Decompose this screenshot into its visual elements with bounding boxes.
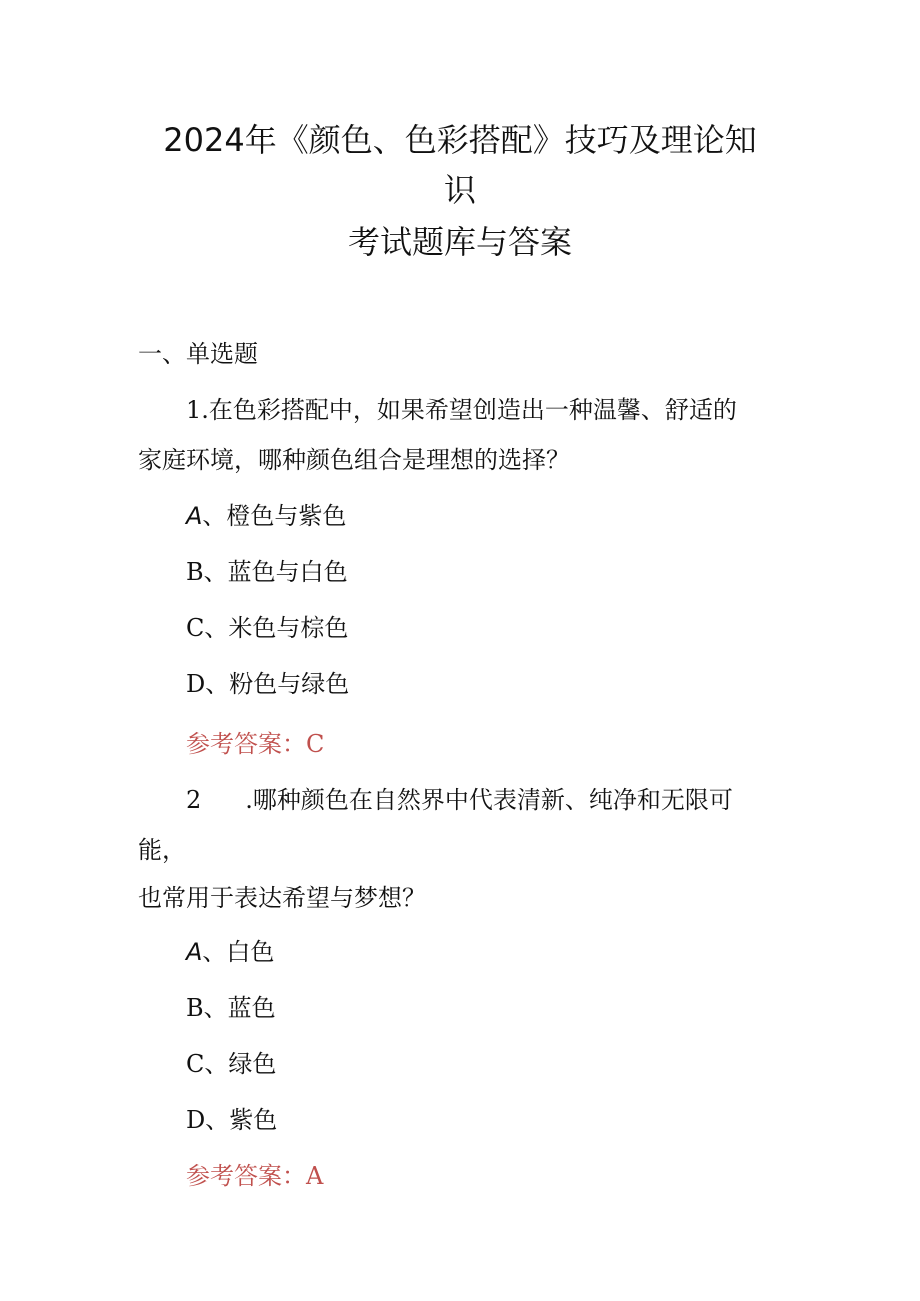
document-title-line-1: 2024年《颜色、色彩搭配》技巧及理论知: [163, 121, 757, 159]
question-1-option-a: [186, 500, 346, 532]
question-2-option-c: [186, 1048, 276, 1080]
question-2-option-d: [186, 1104, 277, 1136]
question-2-text-line-3: 也常用于表达希望与梦想？: [138, 884, 426, 912]
option-text: 、蓝色与白色: [203, 558, 348, 586]
option-text: 、蓝色: [203, 994, 276, 1022]
option-letter: B: [186, 558, 204, 586]
option-text: 、橙色与紫色: [202, 502, 347, 530]
option-text: 、绿色: [204, 1050, 277, 1078]
question-2-option-a: [186, 936, 274, 968]
question-1-option-c: [186, 612, 348, 644]
question-1-option-d: [186, 668, 349, 700]
option-letter: A: [186, 502, 203, 530]
question-1-option-b: [186, 556, 348, 588]
question-2-option-b: [186, 992, 276, 1024]
question-2-text-line-2: 能，: [138, 836, 186, 864]
question-2-answer: 参考答案：A: [186, 1162, 324, 1190]
option-letter: C: [186, 1050, 205, 1078]
option-text: 、白色: [202, 938, 275, 966]
option-letter: A: [186, 938, 203, 966]
question-1-answer: 参考答案：C: [186, 730, 325, 758]
question-1-text-line-1: .在色彩搭配中，如果希望创造出一种温馨、舒适的: [201, 396, 737, 424]
question-2-line-1: [186, 784, 733, 816]
option-text: 、米色与棕色: [204, 614, 349, 642]
option-letter: D: [186, 670, 206, 698]
question-2-text-line-1: .哪种颜色在自然界中代表清新、纯净和无限可: [245, 786, 733, 814]
question-1-text-line-2: 家庭环境，哪种颜色组合是理想的选择？: [138, 446, 570, 474]
question-1-line-1: [186, 394, 737, 426]
question-2-number: 2: [186, 786, 202, 814]
document-subtitle: 考试题库与答案: [347, 223, 572, 261]
option-letter: B: [186, 994, 204, 1022]
option-letter: D: [186, 1106, 206, 1134]
question-1-number: 1: [186, 396, 202, 424]
option-text: 、紫色: [205, 1106, 278, 1134]
section-heading: 一、单选题: [138, 340, 258, 368]
option-letter: C: [186, 614, 205, 642]
option-text: 、粉色与绿色: [205, 670, 350, 698]
document-title-line-2: 识: [443, 171, 476, 209]
